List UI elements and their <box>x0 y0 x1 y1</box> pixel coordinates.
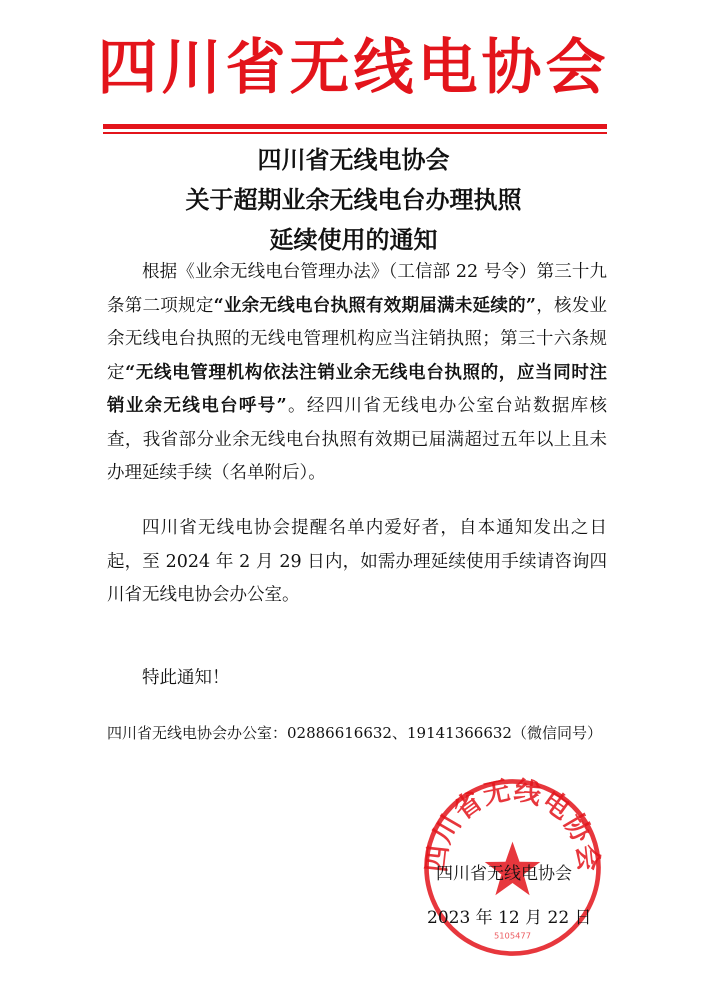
document-title-line-2: 关于超期业余无线电台办理执照 <box>185 186 522 214</box>
paragraph-1-text-c: 。经四川省无线电办公室台站数据库核查，我省部分业余无线电台执照有效期已届满超过五年以上且未办理延续手续（名单附后）。 <box>107 396 607 483</box>
body-paragraph-1 <box>107 256 607 491</box>
signer-name: 四川省无线电协会 <box>436 864 572 884</box>
closing-notice: 特此通知！ <box>142 668 230 688</box>
body-paragraph-2: 四川省无线电协会提醒名单内爱好者，自本通知发出之日起，至 2024 年 2 月 29 日内，如需办理延续使用手续请咨询四川省无线电协会办公室。 <box>107 518 607 605</box>
document-title-line-3: 延续使用的通知 <box>269 226 438 254</box>
letterhead-rule-thin <box>103 132 607 134</box>
seal-text: 四川省无线电协会 <box>420 775 605 874</box>
seal-number: 5105477 <box>493 930 532 941</box>
issue-date: 2023 年 12 月 22 日 <box>427 908 592 928</box>
paragraph-1-text-a: 根据《业余无线电台管理办法》（工信部 22 号令）第三十九条第二项规定 <box>107 262 607 316</box>
paragraph-1-quote-a: “业余无线电台执照有效期届满未延续的” <box>213 295 536 316</box>
paragraph-1-text-b: ，核发业余无线电台执照的无线电管理机构应当注销执照；第三十六条规定 <box>107 295 608 383</box>
letterhead-title: 四川省无线电协会 <box>97 33 610 103</box>
document-title-line-1: 四川省无线电协会 <box>257 146 450 174</box>
contact-info: 四川省无线电协会办公室：02886616632、19141366632（微信同号） <box>107 724 602 742</box>
paragraph-1-quote-b: “无线电管理机构依法注销业余无线电台执照的，应当同时注销业余无线电台呼号” <box>107 362 607 416</box>
letterhead-rule-thick <box>103 124 607 129</box>
